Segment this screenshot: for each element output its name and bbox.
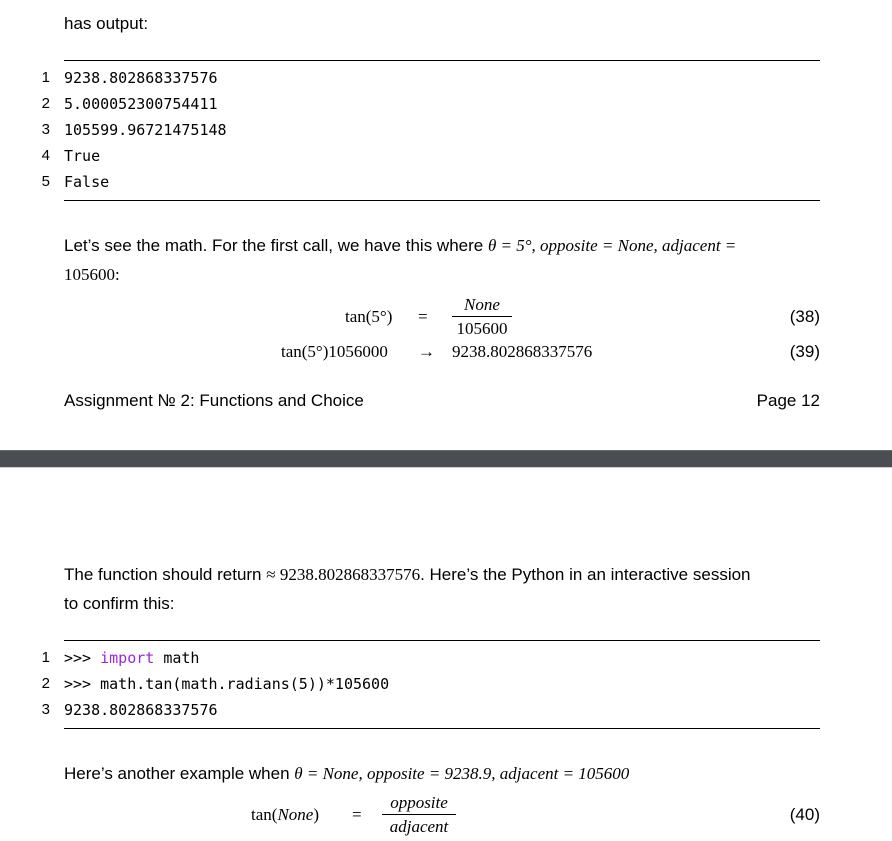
line-number: 2 xyxy=(41,675,50,692)
intro-text: has output: xyxy=(64,14,149,33)
footer-title: Assignment № 2: Functions and Choice xyxy=(64,391,364,410)
line-number: 5 xyxy=(41,173,50,190)
output-text: False xyxy=(64,173,110,191)
line-number: 4 xyxy=(41,147,50,164)
eq40-fraction xyxy=(382,793,456,837)
eq39-lhs: tan(5°)1056000 xyxy=(281,342,388,361)
code-text xyxy=(64,648,199,668)
return-paragraph-line2: to confirm this: xyxy=(64,594,175,613)
eq39-number: (39) xyxy=(789,342,820,361)
eq40-close: ) xyxy=(313,805,319,824)
eq40-fn: tan( xyxy=(251,805,278,824)
eq38-denominator: 105600 xyxy=(456,319,508,338)
eq40-numerator: opposite xyxy=(390,793,448,812)
math-paragraph-cont: 105600: xyxy=(64,265,120,284)
example-lead: Here’s another example when xyxy=(64,764,295,783)
return-paragraph-math: ≈ 9238.802868337576 xyxy=(266,565,421,584)
return-paragraph-b: . Here’s the Python in an interactive session xyxy=(420,565,751,584)
line-number: 3 xyxy=(41,121,50,138)
return-paragraph-a: The function should return xyxy=(64,565,267,584)
math-paragraph-formula: θ = 5°, opposite = None, adjacent = xyxy=(487,236,737,255)
eq40-lhs xyxy=(251,805,319,825)
page-separator xyxy=(0,450,892,468)
prompt: >>> xyxy=(64,649,101,667)
math-paragraph xyxy=(64,236,736,256)
output-text: 9238.802868337576 xyxy=(64,69,218,87)
footer-page-number: Page 12 xyxy=(756,391,820,410)
eq38-rel: = xyxy=(418,307,428,326)
code-text: 9238.802868337576 xyxy=(64,701,218,719)
output-text: True xyxy=(64,147,101,165)
eq40-arg: None xyxy=(277,805,314,824)
return-paragraph-line1 xyxy=(64,565,751,585)
output-text: 105599.96721475148 xyxy=(64,121,227,139)
eq39-rel: → xyxy=(418,342,435,361)
eq40-number: (40) xyxy=(789,805,820,824)
eq38-number: (38) xyxy=(789,307,820,326)
line-number: 3 xyxy=(41,701,50,718)
fraction-bar xyxy=(452,316,512,317)
eq38-numerator: None xyxy=(464,295,500,314)
eq40-denominator: adjacent xyxy=(389,817,449,836)
eq38-fraction xyxy=(452,295,512,339)
line-number: 1 xyxy=(41,649,50,666)
document-page-13 xyxy=(0,468,892,841)
keyword-import: import xyxy=(100,649,155,667)
code-top-rule xyxy=(64,60,820,61)
code-rest: math xyxy=(154,649,200,667)
eq40-rel: = xyxy=(352,805,362,824)
example-formula: θ = None, opposite = 9238.9, adjacent = 105600 xyxy=(294,764,630,783)
output-text: 5.000052300754411 xyxy=(64,95,218,113)
example-paragraph xyxy=(64,764,629,784)
code-bottom-rule xyxy=(64,200,820,201)
code2-top-rule xyxy=(64,640,820,641)
code-text: >>> math.tan(math.radians(5))*105600 xyxy=(64,675,390,693)
line-number: 1 xyxy=(41,69,50,86)
math-paragraph-lead: Let’s see the math. For the first call, we have this where xyxy=(64,236,488,255)
eq38-lhs: tan(5°) xyxy=(345,307,393,326)
line-number: 2 xyxy=(41,95,50,112)
fraction-bar xyxy=(382,814,456,815)
eq39-rhs: 9238.802868337576 xyxy=(452,342,593,361)
code2-bottom-rule xyxy=(64,728,820,729)
